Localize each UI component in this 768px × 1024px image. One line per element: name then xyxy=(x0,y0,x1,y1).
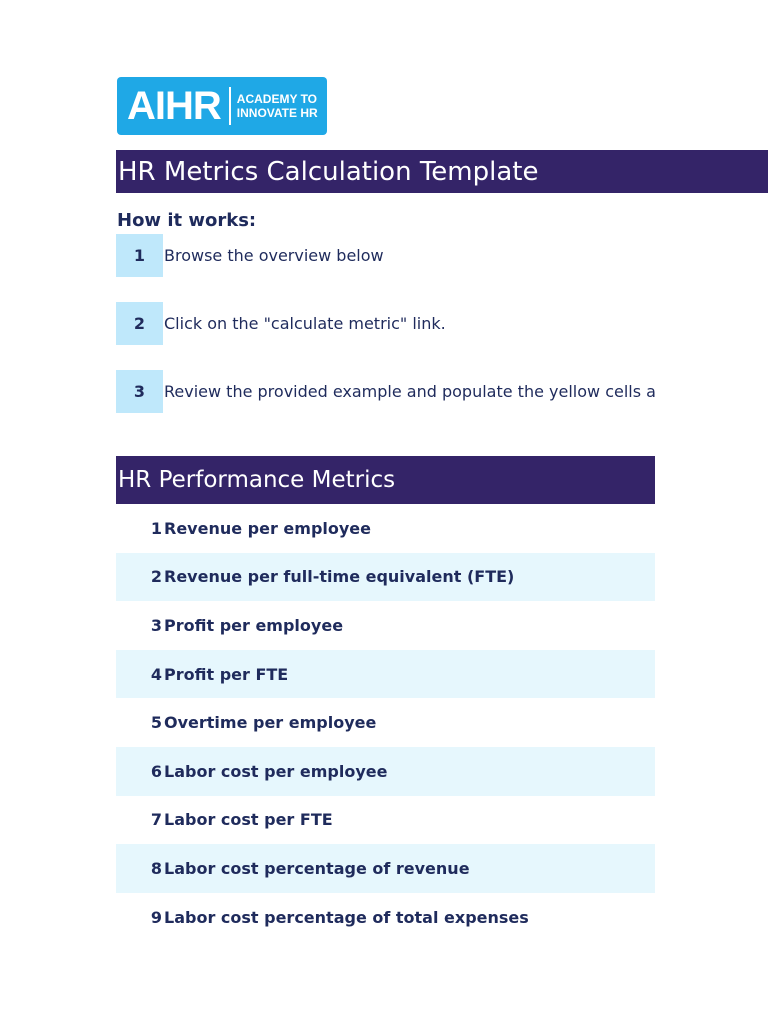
metric-number: 7 xyxy=(150,810,162,830)
metric-number: 3 xyxy=(150,615,162,635)
metric-list xyxy=(116,504,655,941)
logo-tagline: ACADEMY TO INNOVATE HR xyxy=(236,92,318,120)
metric-label[interactable]: Labor cost per employee xyxy=(164,761,388,781)
metric-label[interactable]: Profit per FTE xyxy=(164,664,289,684)
metric-row[interactable] xyxy=(116,796,655,845)
metric-number: 6 xyxy=(150,761,162,781)
metric-number: 2 xyxy=(150,567,162,587)
metric-row[interactable] xyxy=(116,650,655,699)
aihr-logo xyxy=(117,77,327,135)
page-title: HR Metrics Calculation Template xyxy=(118,156,539,187)
metric-number: 1 xyxy=(150,518,162,538)
logo-mark: AIHR xyxy=(127,84,221,128)
step-3 xyxy=(116,370,656,413)
metric-label[interactable]: Revenue per employee xyxy=(164,518,372,538)
step-number: 1 xyxy=(116,234,163,277)
metric-row[interactable] xyxy=(116,893,655,942)
section-title: HR Performance Metrics xyxy=(118,467,396,493)
step-number: 2 xyxy=(116,302,163,345)
step-2 xyxy=(116,302,656,345)
metric-row[interactable] xyxy=(116,601,655,650)
metric-row[interactable] xyxy=(116,698,655,747)
metric-number: 5 xyxy=(150,713,162,733)
title-bar xyxy=(116,150,768,193)
step-number: 3 xyxy=(116,370,163,413)
metric-row[interactable] xyxy=(116,747,655,796)
step-text: Click on the "calculate metric" link. xyxy=(164,314,446,333)
step-text: Review the provided example and populate the yellow cells a xyxy=(164,382,656,401)
step-1 xyxy=(116,234,656,277)
section-header xyxy=(116,456,655,504)
metric-row[interactable] xyxy=(116,844,655,893)
metric-label[interactable]: Revenue per full-time equivalent (FTE) xyxy=(164,567,515,587)
metric-row[interactable] xyxy=(116,553,655,602)
metric-label[interactable]: Profit per employee xyxy=(164,615,344,635)
metric-label[interactable]: Overtime per employee xyxy=(164,713,377,733)
step-text: Browse the overview below xyxy=(164,246,384,265)
metric-label[interactable]: Labor cost per FTE xyxy=(164,810,333,830)
metric-number: 9 xyxy=(150,907,162,927)
metric-number: 8 xyxy=(150,858,162,878)
how-it-works-heading: How it works: xyxy=(117,210,257,231)
metric-number: 4 xyxy=(150,664,162,684)
logo-divider xyxy=(229,87,231,125)
metric-label[interactable]: Labor cost percentage of revenue xyxy=(164,858,470,878)
metric-label[interactable]: Labor cost percentage of total expenses xyxy=(164,907,529,927)
metric-row[interactable] xyxy=(116,504,655,553)
